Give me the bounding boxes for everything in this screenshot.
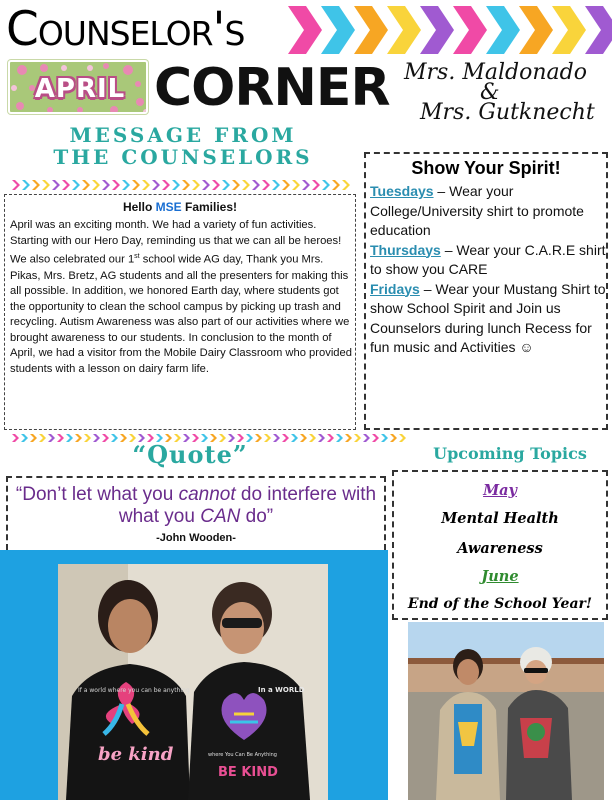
small-chevron-shape [112, 180, 120, 190]
small-chevron-shape [132, 180, 140, 190]
chevron-divider-mid [10, 179, 352, 191]
chevron-shape [420, 6, 454, 54]
small-chevron-shape [332, 180, 340, 190]
quote-part-2: do interfere with what you [118, 484, 377, 527]
small-chevron-shape [32, 180, 40, 190]
small-chevron-shape [72, 180, 80, 190]
small-chevron-shape [142, 180, 150, 190]
small-chevron-shape [82, 180, 90, 190]
small-chevron-shape [312, 180, 320, 190]
quote-author: -John Wooden- [156, 532, 236, 544]
topic-end-of-year: End of the School Year! [407, 596, 593, 612]
small-chevron-shape [12, 180, 20, 190]
small-chevron-shape [172, 180, 180, 190]
greeting-pre: Hello [122, 200, 156, 214]
message-body-part-1: April was an exciting month. We had a variety of fun activities. Starting with our Hero Day, reminding us that we can all be heroes! We also celebrated our 1 [10, 219, 342, 266]
chevron-shape [453, 6, 487, 54]
small-chevron-shape [252, 180, 260, 190]
message-heading [8, 124, 358, 168]
chevron-shape [354, 6, 388, 54]
small-chevron-shape [202, 180, 210, 190]
chevron-banner-decoration [280, 2, 612, 58]
counselor-name-2: Mrs. Gutknecht [420, 100, 595, 125]
counselor-ampersand: & [480, 80, 500, 105]
quote-part-1: “Don’t let what you [15, 484, 179, 505]
photo-small-illustration [408, 622, 604, 800]
topics-heading: Upcoming Topics [433, 444, 587, 463]
small-chevron-shape [302, 180, 310, 190]
small-chevron-shape [272, 180, 280, 190]
small-chevron-shape [242, 180, 250, 190]
counselors-photo-small [408, 622, 604, 800]
small-chevron-shape [282, 180, 290, 190]
shirt-right-mid: where You Can Be Anything [208, 752, 277, 758]
spirit-item-fridays [370, 280, 606, 358]
shirt-left-text: If a world where you can be anything [78, 687, 190, 694]
message-body [10, 218, 354, 378]
spirit-title: Show Your Spirit! [411, 158, 561, 178]
april-badge [8, 60, 148, 114]
small-chevron-shape [152, 180, 160, 190]
quote-emphasis-can: CAN [200, 506, 241, 527]
chevron-shape [519, 6, 553, 54]
april-label: APRIL [34, 74, 126, 104]
shirt-left-bottom: be kind [98, 744, 174, 765]
greeting-post: Families! [181, 200, 238, 214]
small-chevron-shape [52, 180, 60, 190]
topic-month-may: May [483, 482, 517, 499]
small-chevron-shape [162, 180, 170, 190]
counselor-name-1: Mrs. Maldonado [404, 60, 587, 85]
greeting-line [4, 200, 356, 214]
greeting-school: MSE [155, 200, 182, 214]
chevron-shape [585, 6, 612, 54]
small-chevron-shape [212, 180, 220, 190]
spirit-day-label: Fridays [370, 280, 420, 297]
shirt-right-bottom: BE KIND [218, 765, 278, 780]
spirit-list [370, 182, 606, 358]
counselors-photo-large [0, 550, 388, 800]
small-chevron-shape [232, 180, 240, 190]
chevron-shape [321, 6, 355, 54]
small-chevron-shape [192, 180, 200, 190]
spirit-item-text: – Wear your Mustang Shirt to show School Spirit and Join us Counselors during lunch Recess for fun music and Activities ☺ [370, 280, 606, 355]
small-chevron-shape [399, 434, 406, 442]
photo-large-illustration [58, 564, 328, 800]
quote-emphasis-cannot: cannot [178, 484, 236, 505]
small-chevron-shape [102, 180, 110, 190]
chevron-shape [486, 6, 520, 54]
small-chevron-shape [222, 180, 230, 190]
newsletter-title-corner: CORNER [154, 58, 390, 118]
message-body-superscript: st [134, 253, 140, 261]
small-chevron-shape [92, 180, 100, 190]
small-chevron-shape [381, 434, 388, 442]
message-heading-line-2: THE COUNSELORS [53, 145, 313, 169]
shirt-right-top: In a WORLD [258, 686, 305, 694]
small-chevron-shape [390, 434, 397, 442]
small-chevron-shape [292, 180, 300, 190]
small-chevron-shape [182, 180, 190, 190]
topic-awareness: Awareness [457, 540, 543, 557]
newsletter-title-counselors: Counselor's [6, 2, 245, 57]
spirit-item-text: – Wear your College/University shirt to promote education [370, 183, 584, 238]
small-chevron-shape [372, 434, 379, 442]
small-chevron-shape [62, 180, 70, 190]
quote-heading: “Quote” [132, 440, 248, 469]
chevron-shape [387, 6, 421, 54]
small-chevron-shape [262, 180, 270, 190]
small-chevron-shape [122, 180, 130, 190]
message-heading-line-1: MESSAGE FROM [69, 123, 297, 147]
message-body-part-2: school wide AG day, Thank you Mrs. Pikas, Mrs. Bretz, AG students and all the presenters for making this all possible. In addition, we honored Earth day, where students got the opportunity to clean the school campus by picking up trash and recycling. Autism Awareness was also part of our activities where we brought awareness to our students. In conclusion to the month of April, we had a visitor from the Mobile Dairy Classroom who provided students with a lesson on dairy farm life. [10, 253, 352, 376]
spirit-day-label: Tuesdays [370, 183, 434, 199]
spirit-item-thursdays [370, 241, 606, 280]
small-chevron-shape [322, 180, 330, 190]
small-chevron-shape [42, 180, 50, 190]
topic-month-june: June [481, 568, 519, 585]
spirit-item-tuesdays [370, 182, 606, 241]
chevron-shape [552, 6, 586, 54]
topic-mental-health: Mental Health [441, 510, 559, 527]
quote-text [10, 484, 382, 528]
small-chevron-shape [342, 180, 350, 190]
chevron-shape [288, 6, 322, 54]
photo-large-scene [58, 564, 328, 800]
quote-part-3: do” [240, 506, 274, 527]
spirit-day-label: Thursdays [370, 241, 441, 258]
small-chevron-shape [22, 180, 30, 190]
spirit-item-text: – Wear your C.A.R.E shirt to show you CARE [370, 241, 606, 277]
